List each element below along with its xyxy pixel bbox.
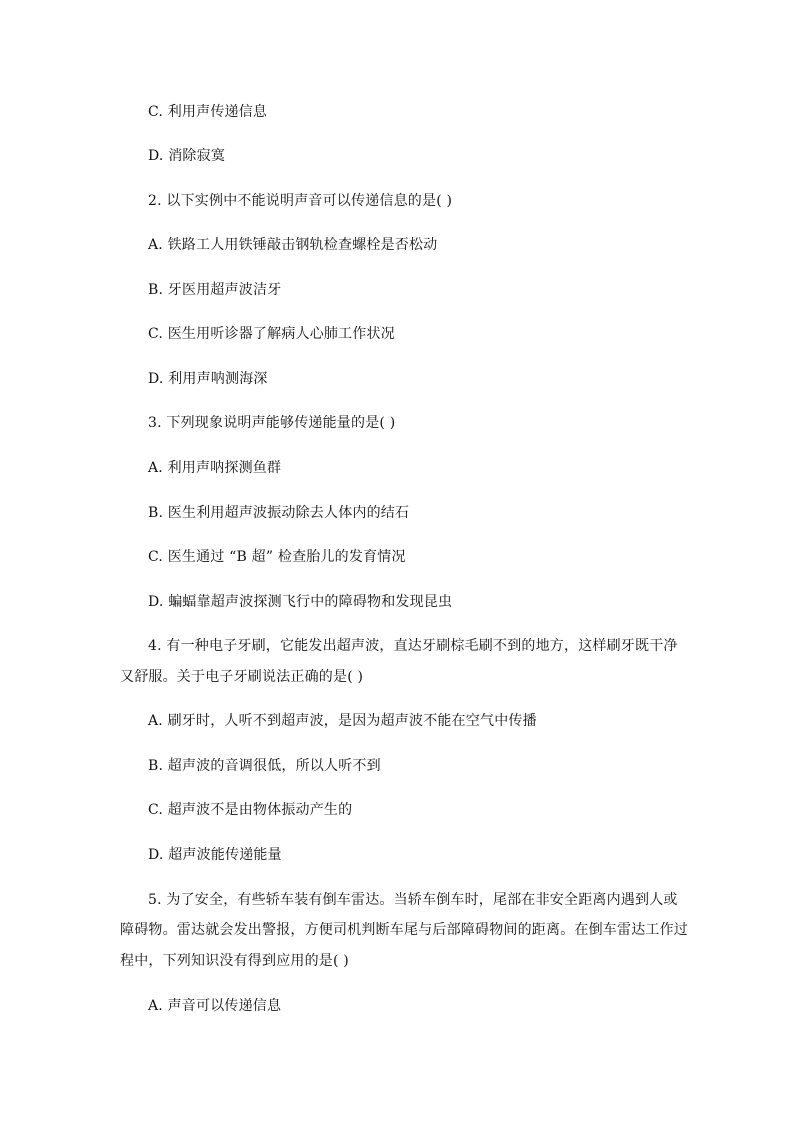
q4-option-c: C. 超声波不是由物体振动产生的: [148, 802, 353, 818]
q2-option-c: C. 医生用听诊器了解病人心肺工作状况: [148, 326, 395, 342]
q2-option-a: A. 铁路工人用铁锤敲击钢轨检查螺栓是否松动: [148, 237, 438, 253]
q5-option-a: A. 声音可以传递信息: [148, 998, 282, 1014]
q5-stem-line-2: 障碍物。雷达就会发出警报，方便司机判断车尾与后部障碍物间的距离。在倒车雷达工作过: [120, 922, 688, 938]
q1-option-c: C. 利用声传递信息: [148, 104, 268, 120]
q4-option-d: D. 超声波能传递能量: [148, 847, 282, 863]
q2-stem: 2. 以下实例中不能说明声音可以传递信息的是( ): [148, 193, 453, 209]
q4-option-b: B. 超声波的音调很低，所以人听不到: [148, 758, 381, 774]
q2-option-b: B. 牙医用超声波洁牙: [148, 282, 282, 298]
q4-option-a: A. 刷牙时，人听不到超声波，是因为超声波不能在空气中传播: [148, 713, 537, 729]
q5-stem-line-1: 5. 为了安全，有些轿车装有倒车雷达。当轿车倒车时，尾部在非安全距离内遇到人或: [148, 892, 678, 908]
q5-stem-line-3: 程中，下列知识没有得到应用的是( ): [120, 953, 349, 969]
q4-stem-line-2: 又舒服。关于电子牙刷说法正确的是( ): [120, 669, 364, 685]
q3-option-b: B. 医生利用超声波振动除去人体内的结石: [148, 505, 410, 521]
q3-option-a: A. 利用声呐探测鱼群: [148, 460, 282, 476]
q4-stem-line-1: 4. 有一种电子牙刷，它能发出超声波，直达牙刷棕毛刷不到的地方，这样刷牙既干净: [148, 638, 678, 654]
q3-option-d: D. 蝙蝠靠超声波探测飞行中的障碍物和发现昆虫: [148, 594, 453, 610]
q2-option-d: D. 利用声呐测海深: [148, 371, 268, 387]
q3-stem: 3. 下列现象说明声能够传递能量的是( ): [148, 415, 396, 431]
q3-option-c: C. 医生通过 “B 超” 检查胎儿的发育情况: [148, 549, 406, 565]
q1-option-d: D. 消除寂寞: [148, 148, 226, 164]
